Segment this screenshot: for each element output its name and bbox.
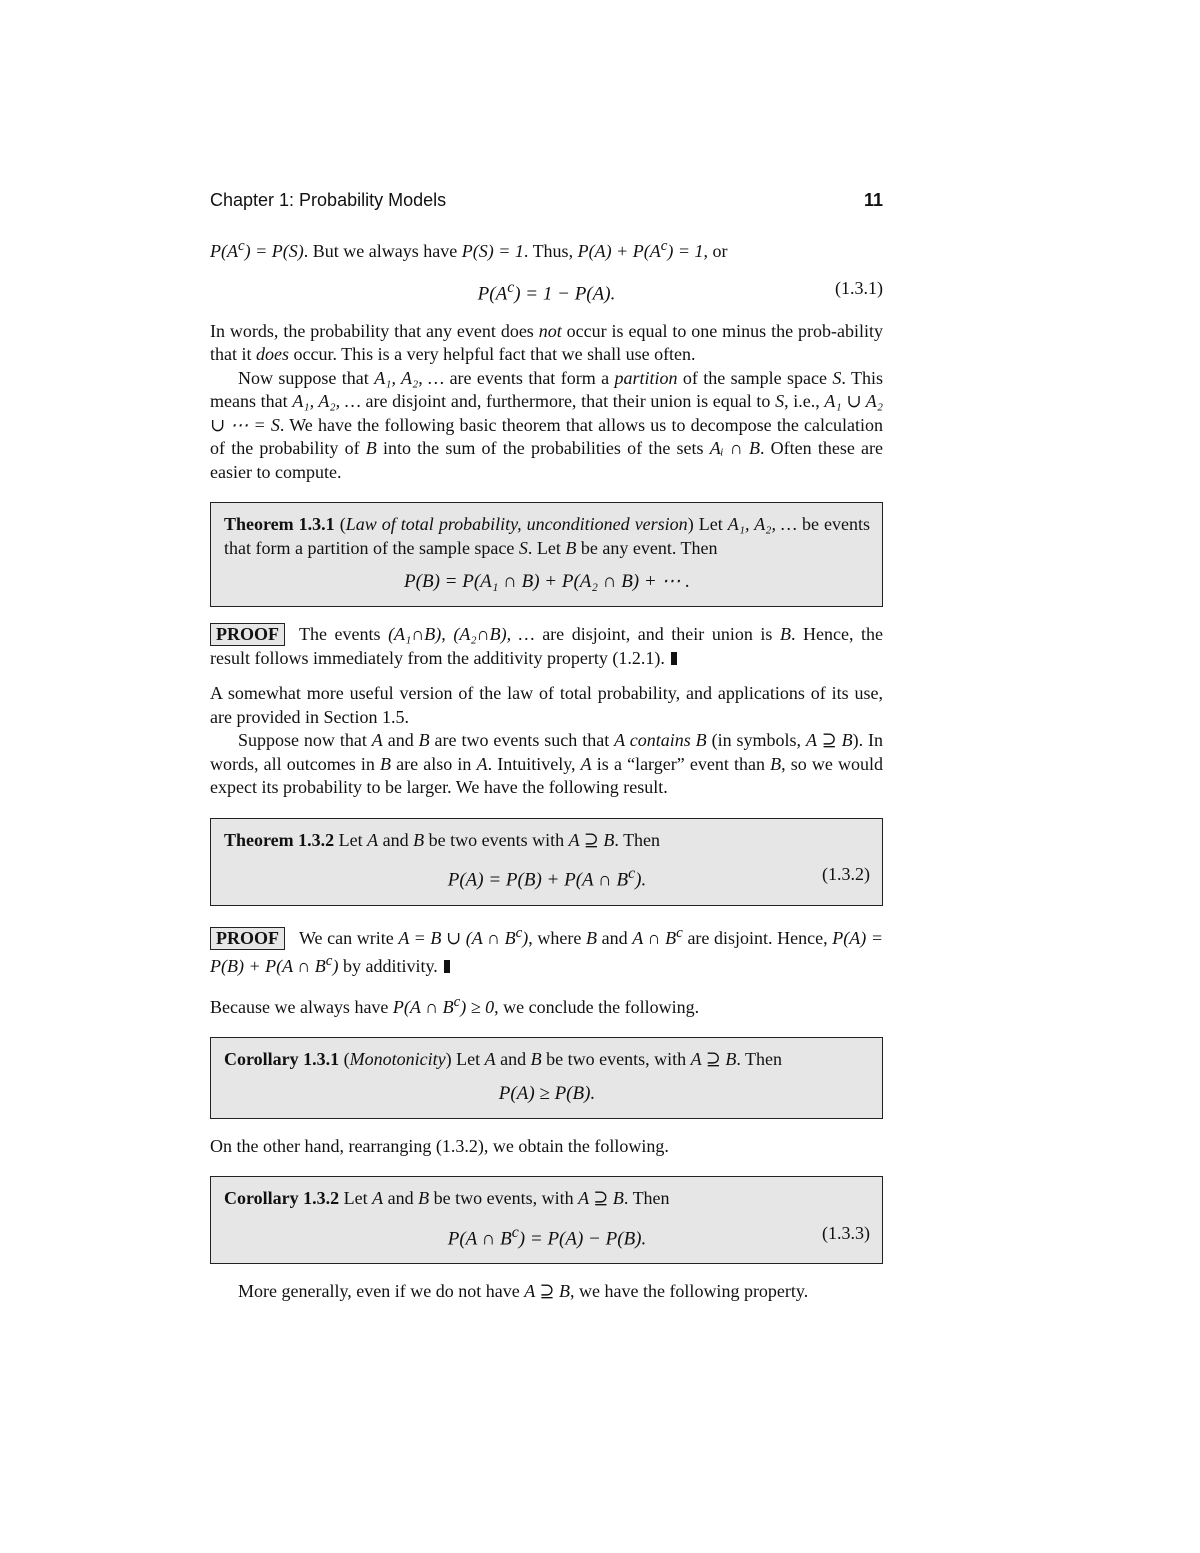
- math-superscript: c: [507, 278, 515, 296]
- text-run: ) Let: [687, 514, 728, 535]
- paragraph-partition: [210, 367, 883, 485]
- math-inline: B: [586, 927, 598, 948]
- math-inline: A₁, A₂, …: [727, 514, 797, 535]
- math-inline: B: [530, 1049, 542, 1070]
- math-inline: A: [371, 730, 383, 751]
- text-run: , where: [528, 927, 587, 948]
- text-run: and: [495, 1049, 531, 1070]
- page-number: 11: [863, 190, 883, 210]
- emphasis: contains: [624, 730, 696, 751]
- theorem-statement: [224, 513, 870, 560]
- text-run: be two events, with: [541, 1049, 691, 1070]
- text-run: . Let: [527, 537, 566, 558]
- equation-number: (1.3.2): [822, 864, 870, 885]
- text-run: , we conclude the following.: [494, 996, 700, 1017]
- math-inline: ) = 1: [667, 241, 704, 261]
- text-run: . We have the following basic theorem that allows us to decompose the calculation of the probability of: [210, 414, 883, 459]
- equation-part: ) = P(A) − P(B).: [518, 1227, 647, 1249]
- text-run: into the sum of the probabilities of the sets: [376, 438, 710, 459]
- text-run: are also in: [391, 753, 477, 774]
- theorem-label: Theorem 1.3.2: [224, 829, 335, 850]
- text-run: , or: [703, 241, 728, 261]
- emphasis: does: [256, 344, 289, 365]
- text-run: , we have the following property.: [569, 1280, 809, 1301]
- corollary-label: Corollary 1.3.2: [224, 1188, 340, 1209]
- text-run: are disjoint and, furthermore, that their union is equal to: [360, 391, 776, 412]
- text-run: We can write: [299, 927, 399, 948]
- math-inline: B: [380, 753, 392, 774]
- math-inline: P(S) = 1: [461, 241, 524, 261]
- equation-number: (1.3.1): [835, 277, 883, 298]
- math-superscript: c: [325, 953, 333, 970]
- math-inline: B: [413, 829, 425, 850]
- theorem-statement: [224, 829, 870, 853]
- text-run: (: [334, 514, 346, 535]
- math-inline: A: [367, 829, 379, 850]
- math-inline: A: [484, 1049, 496, 1070]
- math-inline: ): [522, 927, 529, 948]
- math-superscript: c: [511, 1223, 519, 1241]
- math-inline: A = B ∪ (A ∩ B: [398, 927, 516, 948]
- math-inline: (A₁∩B), (A₂∩B), …: [388, 624, 535, 645]
- emphasis: partition: [614, 367, 678, 388]
- text-run: , so we would expect its probability to be larger. We have the following result.: [210, 753, 884, 798]
- text-run: of the sample space: [677, 367, 833, 388]
- corollary-statement: [224, 1187, 870, 1211]
- math-inline: B: [779, 624, 791, 645]
- text-run: . Often these are easier to compute.: [210, 438, 884, 482]
- paragraph-complement: [210, 320, 883, 367]
- intro-line: [210, 235, 883, 264]
- math-superscript: c: [660, 238, 668, 254]
- paragraph-more-useful: A somewhat more useful version of the law of total probability, and applications of its use, are provided in Section 1.5.: [210, 683, 883, 727]
- text-run: In words, the probability that any event does: [210, 320, 539, 341]
- text-run: and: [378, 829, 414, 850]
- text-run: (in symbols,: [706, 730, 806, 751]
- math-inline: ) ≥ 0: [460, 996, 495, 1017]
- corollary-statement: [224, 1048, 870, 1072]
- text-run: More generally, even if we do not have: [238, 1280, 525, 1301]
- text-run: and: [383, 1188, 419, 1209]
- proof-label: PROOF: [210, 623, 285, 646]
- math-inline: B: [770, 753, 782, 774]
- equation-part: P(A) = P(B) + P(A ∩ B: [447, 869, 629, 891]
- theorem-label: Theorem 1.3.1: [224, 514, 335, 535]
- emphasis: not: [538, 320, 562, 341]
- math-inline: A: [476, 753, 488, 774]
- page-content: [210, 190, 883, 1303]
- equation-1-3-1: [210, 274, 883, 308]
- equation-lhs: P(A: [477, 282, 508, 304]
- text-run: be two events with: [424, 829, 569, 850]
- emphasis: Law of total probability, unconditioned version: [345, 514, 688, 535]
- math-inline: B: [418, 1188, 430, 1209]
- emphasis: Monotonicity: [349, 1049, 446, 1070]
- math-inline: A ∩ B: [632, 927, 677, 948]
- text-run: and: [597, 927, 633, 948]
- math-superscript: c: [237, 238, 245, 254]
- math-inline: A: [372, 1188, 384, 1209]
- proof-1: [210, 623, 883, 670]
- math-inline: A: [614, 730, 625, 751]
- equation-number: (1.3.3): [822, 1222, 870, 1243]
- equation-part: ).: [635, 869, 647, 891]
- text-run: . Then: [736, 1049, 783, 1070]
- math-inline: B: [565, 537, 577, 558]
- math-inline: S: [775, 391, 785, 412]
- text-run: The events: [299, 624, 389, 645]
- text-run: Let: [334, 829, 368, 850]
- math-inline: A ⊇ B: [805, 730, 853, 751]
- theorem-1-3-2-box: [210, 818, 883, 906]
- math-inline: P(A: [210, 241, 238, 261]
- corollary-display-equation: P(A) ≥ P(B).: [498, 1082, 596, 1104]
- text-run: are two events such that: [429, 730, 615, 751]
- text-run: Because we always have: [210, 996, 393, 1017]
- text-run: are disjoint. Hence,: [682, 927, 833, 948]
- math-inline: A ⊇ B: [690, 1049, 737, 1070]
- math-superscript: c: [515, 924, 523, 941]
- paragraph-rearranging: On the other hand, rearranging (1.3.2), we obtain the following.: [210, 1135, 669, 1156]
- text-run: by additivity.: [338, 956, 438, 977]
- math-inline: A ⊇ B: [524, 1280, 570, 1301]
- math-inline: Aᵢ ∩ B: [709, 438, 760, 459]
- math-inline: B: [365, 438, 377, 459]
- text-run: Let: [339, 1188, 373, 1209]
- paragraph-because: [210, 991, 883, 1020]
- math-inline: A₁, A₂, …: [374, 367, 445, 388]
- proof-label: PROOF: [210, 927, 285, 950]
- text-run: Suppose now that: [238, 730, 372, 751]
- corollary-1-3-1-box: [210, 1037, 883, 1119]
- math-inline: A₁, A₂, …: [292, 391, 361, 412]
- qed-icon: [444, 960, 450, 973]
- math-inline: ): [332, 956, 339, 977]
- math-superscript: c: [676, 924, 683, 941]
- text-run: Now suppose that: [238, 367, 375, 388]
- text-run: . But we always have: [303, 241, 462, 261]
- text-run: occur. This is a very helpful fact that we shall use often.: [289, 344, 696, 365]
- text-run: (: [339, 1049, 350, 1070]
- text-run: be two events, with: [429, 1188, 579, 1209]
- equation-part: P(A ∩ B: [447, 1227, 512, 1249]
- qed-icon: [671, 652, 677, 665]
- text-run: are disjoint, and their union is: [534, 624, 780, 645]
- math-inline: ) = P(S): [244, 241, 304, 261]
- theorem-1-3-1-box: [210, 502, 883, 607]
- text-run: ). In words, all outcomes in: [210, 730, 883, 774]
- math-inline: B: [695, 730, 707, 751]
- text-run: ) Let: [445, 1049, 485, 1070]
- corollary-1-3-2-box: [210, 1176, 883, 1264]
- math-superscript: c: [628, 865, 636, 883]
- math-inline: A ⊇ B: [568, 829, 615, 850]
- text-run: . Hence, the result follows immediately from the additivity property (1.2.1).: [210, 624, 883, 668]
- corollary-display-equation: [224, 1219, 870, 1253]
- text-run: . Then: [614, 829, 661, 850]
- text-run: are events that form a: [444, 367, 615, 388]
- text-run: is a “larger” event than: [591, 753, 771, 774]
- text-run: be any event. Then: [576, 537, 718, 558]
- paragraph-more-generally: [210, 1280, 883, 1304]
- math-superscript: c: [453, 993, 461, 1010]
- math-inline: P(A ∩ B: [392, 996, 454, 1017]
- math-inline: A₁ ∪ A₂ ∪ ⋯ = S: [210, 391, 884, 435]
- text-run: . This means that: [210, 367, 883, 412]
- corollary-label: Corollary 1.3.1: [224, 1049, 340, 1070]
- math-inline: B: [418, 730, 430, 751]
- text-run: occur is equal to one minus the prob-ability that it: [210, 320, 883, 365]
- theorem-display-equation: P(B) = P(A₁ ∩ B) + P(A₂ ∩ B) + ⋯ .: [404, 571, 690, 593]
- text-run: . Intuitively,: [487, 753, 581, 774]
- text-run: . Then: [623, 1188, 670, 1209]
- text-run: , i.e.,: [784, 391, 825, 412]
- math-inline: P(A) = P(B) + P(A ∩ B: [210, 927, 883, 977]
- chapter-title: Chapter 1: Probability Models: [210, 190, 447, 210]
- math-inline: P(A) + P(A: [577, 241, 661, 261]
- running-header: [210, 190, 883, 211]
- equation-rhs: ) = 1 − P(A).: [514, 282, 616, 304]
- math-inline: A ⊇ B: [578, 1188, 624, 1209]
- text-run: . Thus,: [523, 241, 578, 261]
- math-inline: S: [518, 537, 528, 558]
- paragraph-contains: [210, 729, 883, 800]
- math-inline: S: [832, 367, 842, 388]
- math-inline: A: [580, 753, 592, 774]
- proof-2: [210, 922, 883, 979]
- theorem-display-equation: [224, 860, 870, 894]
- text-run: and: [382, 730, 419, 751]
- text-run: be events that form a partition of the sample space: [224, 514, 871, 558]
